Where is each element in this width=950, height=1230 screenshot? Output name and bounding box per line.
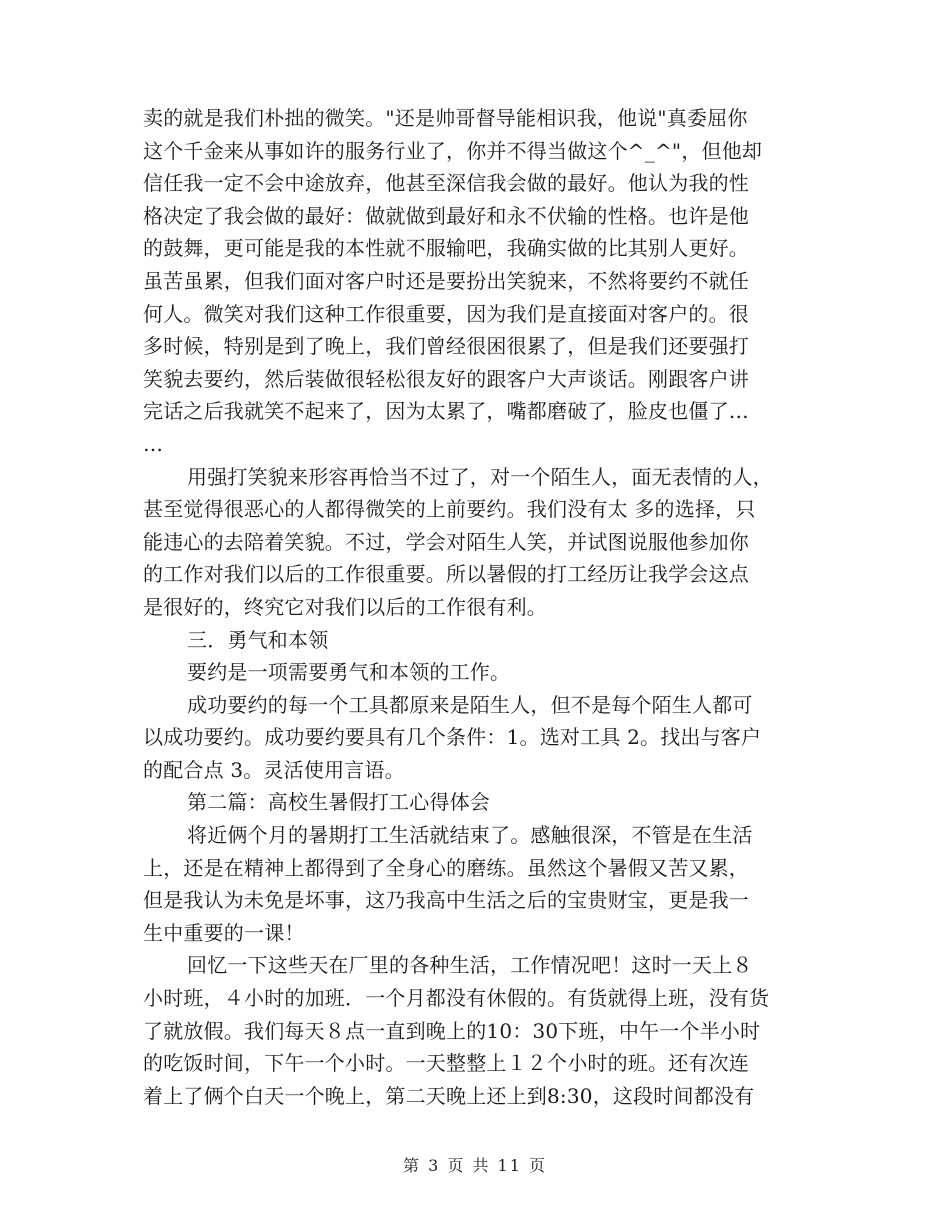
text-line: 的配合点 3。灵活使用言语。 [143, 757, 405, 782]
text-line: 虽苦虽累，但我们面对客户时还是要扮出笑貌来，不然将要约不就任 [143, 268, 749, 293]
text-line: 的工作对我们以后的工作很重要。所以暑假的打工经历让我学会这点 [143, 562, 749, 587]
text-line: 这个千金来从事如许的服务行业了，你并不得当做这个^_^"，但他却 [143, 138, 763, 163]
text-line: 将近俩个月的暑期打工生活就结束了。感触很深，不管是在生活 [187, 823, 753, 848]
text-line: 三．勇气和本领 [187, 627, 329, 652]
text-line: 上，还是在精神上都得到了全身心的磨练。虽然这个暑假又苦又累， [143, 855, 749, 880]
text-line: 笑貌去要约，然后装做很轻松很友好的跟客户大声谈话。刚跟客户讲 [143, 366, 749, 391]
text-line: 生中重要的一课！ [143, 920, 305, 945]
text-line: 能违心的去陪着笑貌。不过，学会对陌生人笑，并试图说服他参加你 [143, 529, 749, 554]
text-line: 的鼓舞，更可能是我的本性就不服输吧，我确实做的比其别人更好。 [143, 236, 749, 261]
document-body [143, 102, 811, 1112]
text-line: 卖的就是我们朴拙的微笑。"还是帅哥督导能相识我，他说"真委屈你 [143, 106, 748, 130]
text-line: 用强打笑貌来形容再恰当不过了，对一个陌生人，面无表情的人， [187, 464, 773, 489]
text-line: 的吃饭时间，下午一个小时。一天整整上１２个小时的班。还有次连 [143, 1051, 749, 1076]
text-line: 甚至觉得很恶心的人都得微笑的上前要约。我们没有太 多的选择，只 [143, 497, 756, 522]
text-line: 但是我认为未免是坏事，这乃我高中生活之后的宝贵财宝，更是我一 [143, 888, 749, 913]
text-line: … [143, 431, 164, 456]
text-line: 格决定了我会做的最好：做就做到最好和永不伏输的性格。也许是他 [143, 203, 749, 228]
text-line: 要约是一项需要勇气和本领的工作。 [187, 660, 511, 685]
text-line: 成功要约的每一个工具都原来是陌生人，但不是每个陌生人都可 [187, 692, 753, 717]
page-footer: 第 3 页 共 11 页 [403, 1156, 547, 1175]
text-line: 第二篇：高校生暑假打工心得体会 [187, 790, 490, 815]
text-line: 以成功要约。成功要约要具有几个条件：1。选对工具 2。找出与客户 [143, 725, 762, 750]
text-line: 小时班，４小时的加班．一个月都没有休假的。有货就得上班，没有货 [143, 986, 770, 1011]
text-line: 是很好的，终究它对我们以后的工作很有利。 [143, 594, 547, 619]
text-line: 完话之后我就笑不起来了，因为太累了，嘴都磨破了，脸皮也僵了… [143, 399, 749, 424]
text-line: 何人。微笑对我们这种工作很重要，因为我们是直接面对客户的。很 [143, 301, 749, 326]
text-line: 多时候，特别是到了晚上，我们曾经很困很累了，但是我们还要强打 [143, 334, 749, 359]
text-line: 着上了俩个白天一个晚上，第二天晚上还上到8:30，这段时间都没有 [143, 1083, 755, 1108]
text-line: 回忆一下这些天在厂里的各种生活，工作情况吧！这时一天上８ [187, 953, 753, 978]
text-line: 信任我一定不会中途放弃，他甚至深信我会做的最好。他认为我的性 [143, 171, 749, 196]
text-line: 了就放假。我们每天８点一直到晚上的10：30下班，中午一个半小时 [143, 1018, 761, 1043]
